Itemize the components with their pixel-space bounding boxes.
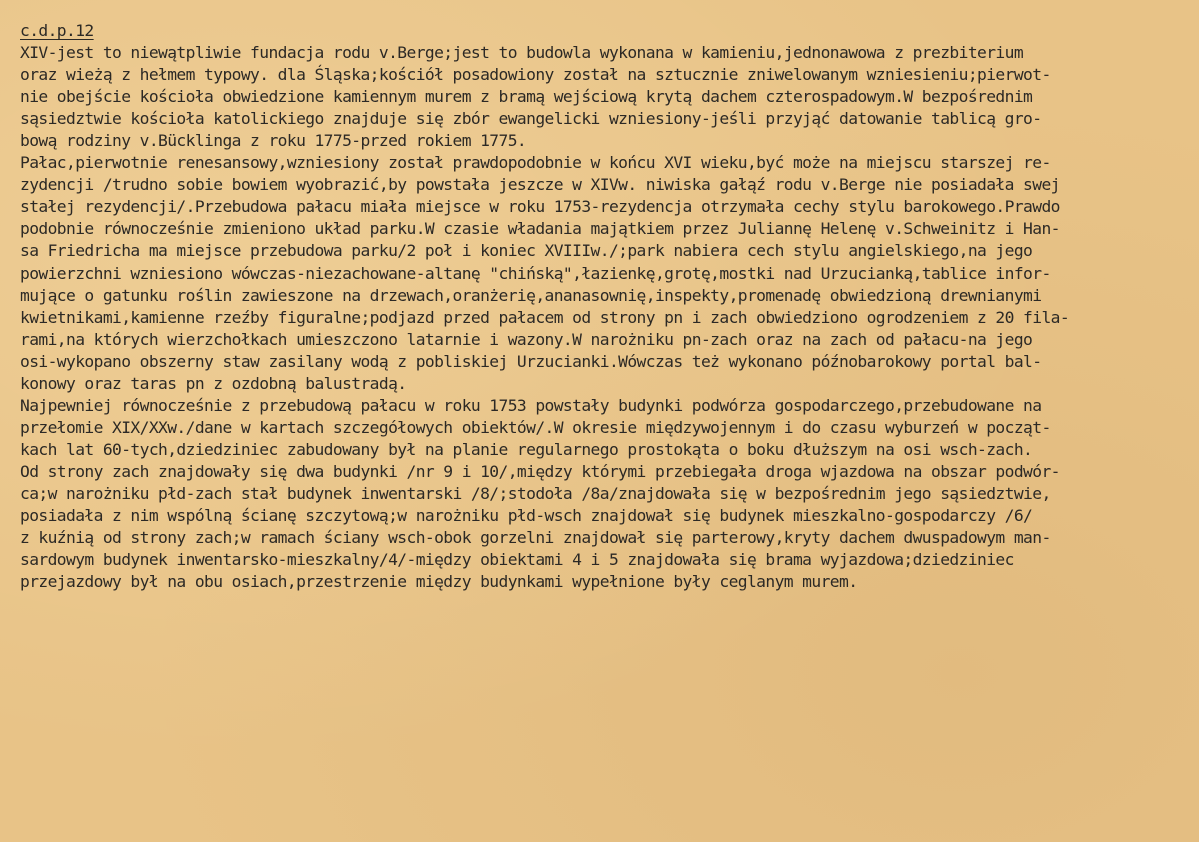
text-line: rami,na których wierzchołkach umieszczono latarnie i wazony.W narożniku pn-zach oraz na zach od pałacu-na jego <box>20 329 1033 349</box>
text-line: przejazdowy był na obu osiach,przestrzenie między budynkami wypełnione były ceglanym murem. <box>20 572 858 592</box>
text-line: nie obejście kościoła obwiedzione kamiennym murem z bramą wejściową krytą dachem czterospadowym.W bezpośrednim <box>20 87 1033 107</box>
text-line: Od strony zach znajdowały się dwa budynki /nr 9 i 10/,między którymi przebiegała droga wjazdowa na obszar podwór- <box>20 461 1060 481</box>
text-line: mujące o gatunku roślin zawieszone na drzewach,oranżerię,ananasownię,inspekty,promenadę obwiedzioną drewnianymi <box>20 285 1042 305</box>
text-line: sąsiedztwie kościoła katolickiego znajduje się zbór ewangelicki wzniesiony-jeśli przyjąć datowanie tablicą gro- <box>20 109 1042 129</box>
text-line: Pałac,pierwotnie renesansowy,wzniesiony został prawdopodobnie w końcu XVI wieku,być może na miejscu starszej re- <box>20 153 1051 173</box>
text-line: sardowym budynek inwentarsko-mieszkalny/4/-między obiektami 4 i 5 znajdowała się brama wyjazdowa;dziedziniec <box>20 550 1014 570</box>
text-line: zydencji /trudno sobie bowiem wyobrazić,by powstała jeszcze w XIVw. niwiska gałąź rodu v.Berge nie posiadała swej <box>20 175 1060 195</box>
text-line: przełomie XIX/XXw./dane w kartach szczegółowych obiektów/.W okresie międzywojennym i do czasu wyburzeń w począt- <box>20 417 1051 437</box>
text-line: konowy oraz taras pn z ozdobną balustradą. <box>20 373 407 393</box>
text-line: powierzchni wzniesiono wówczas-niezachowane-altanę "chińską",łazienkę,grotę,mostki nad Urzucianką,tablice infor- <box>20 263 1051 283</box>
typewritten-text <box>20 20 1192 593</box>
text-line: kwietnikami,kamienne rzeźby figuralne;podjazd przed pałacem od strony pn i zach obwiedziono ogrodzeniem z 20 fila- <box>20 307 1070 327</box>
text-line: sa Friedricha ma miejsce przebudowa parku/2 poł i koniec XVIIIw./;park nabiera cech stylu angielskiego,na jego <box>20 241 1033 261</box>
text-line: Najpewniej równocześnie z przebudową pałacu w roku 1753 powstały budynki podwórza gospodarczego,przebudowane na <box>20 395 1042 415</box>
text-line: posiadała z nim wspólną ścianę szczytową;w narożniku płd-wsch znajdował się budynek mieszkalno-gospodarczy /6/ <box>20 506 1033 526</box>
text-line: podobnie równocześnie zmieniono układ parku.W czasie władania majątkiem przez Juliannę Helenę v.Schweinitz i Han- <box>20 219 1060 239</box>
text-line: oraz wieżą z hełmem typowy. dla Śląska;kościół posadowiony został na sztucznie zniwelowanym wzniesieniu;pierwot- <box>20 65 1051 85</box>
text-line: bową rodziny v.Bücklinga z roku 1775-przed rokiem 1775. <box>20 131 527 151</box>
card-reference: c.d.p.12 <box>20 21 94 40</box>
text-line: stałej rezydencji/.Przebudowa pałacu miała miejsce w roku 1753-rezydencja otrzymała cechy stylu barokowego.Prawdo <box>20 197 1060 217</box>
text-line: kach lat 60-tych,dziedziniec zabudowany był na planie regularnego prostokąta o boku dłuższym na osi wsch-zach. <box>20 439 1033 459</box>
text-line: ca;w narożniku płd-zach stał budynek inwentarski /8/;stodoła /8a/znajdowała się w bezpośrednim jego sąsiedztwie, <box>20 483 1051 503</box>
text-line: z kuźnią od strony zach;w ramach ściany wsch-obok gorzelni znajdował się parterowy,kryty dachem dwuspadowym man- <box>20 528 1051 548</box>
text-line: XIV-jest to niewątpliwie fundacja rodu v.Berge;jest to budowla wykonana w kamieniu,jednonawowa z prezbiterium <box>20 43 1024 63</box>
text-line: osi-wykopano obszerny staw zasilany wodą z pobliskiej Urzucianki.Wówczas też wykonano późnobarokowy portal bal- <box>20 351 1042 371</box>
